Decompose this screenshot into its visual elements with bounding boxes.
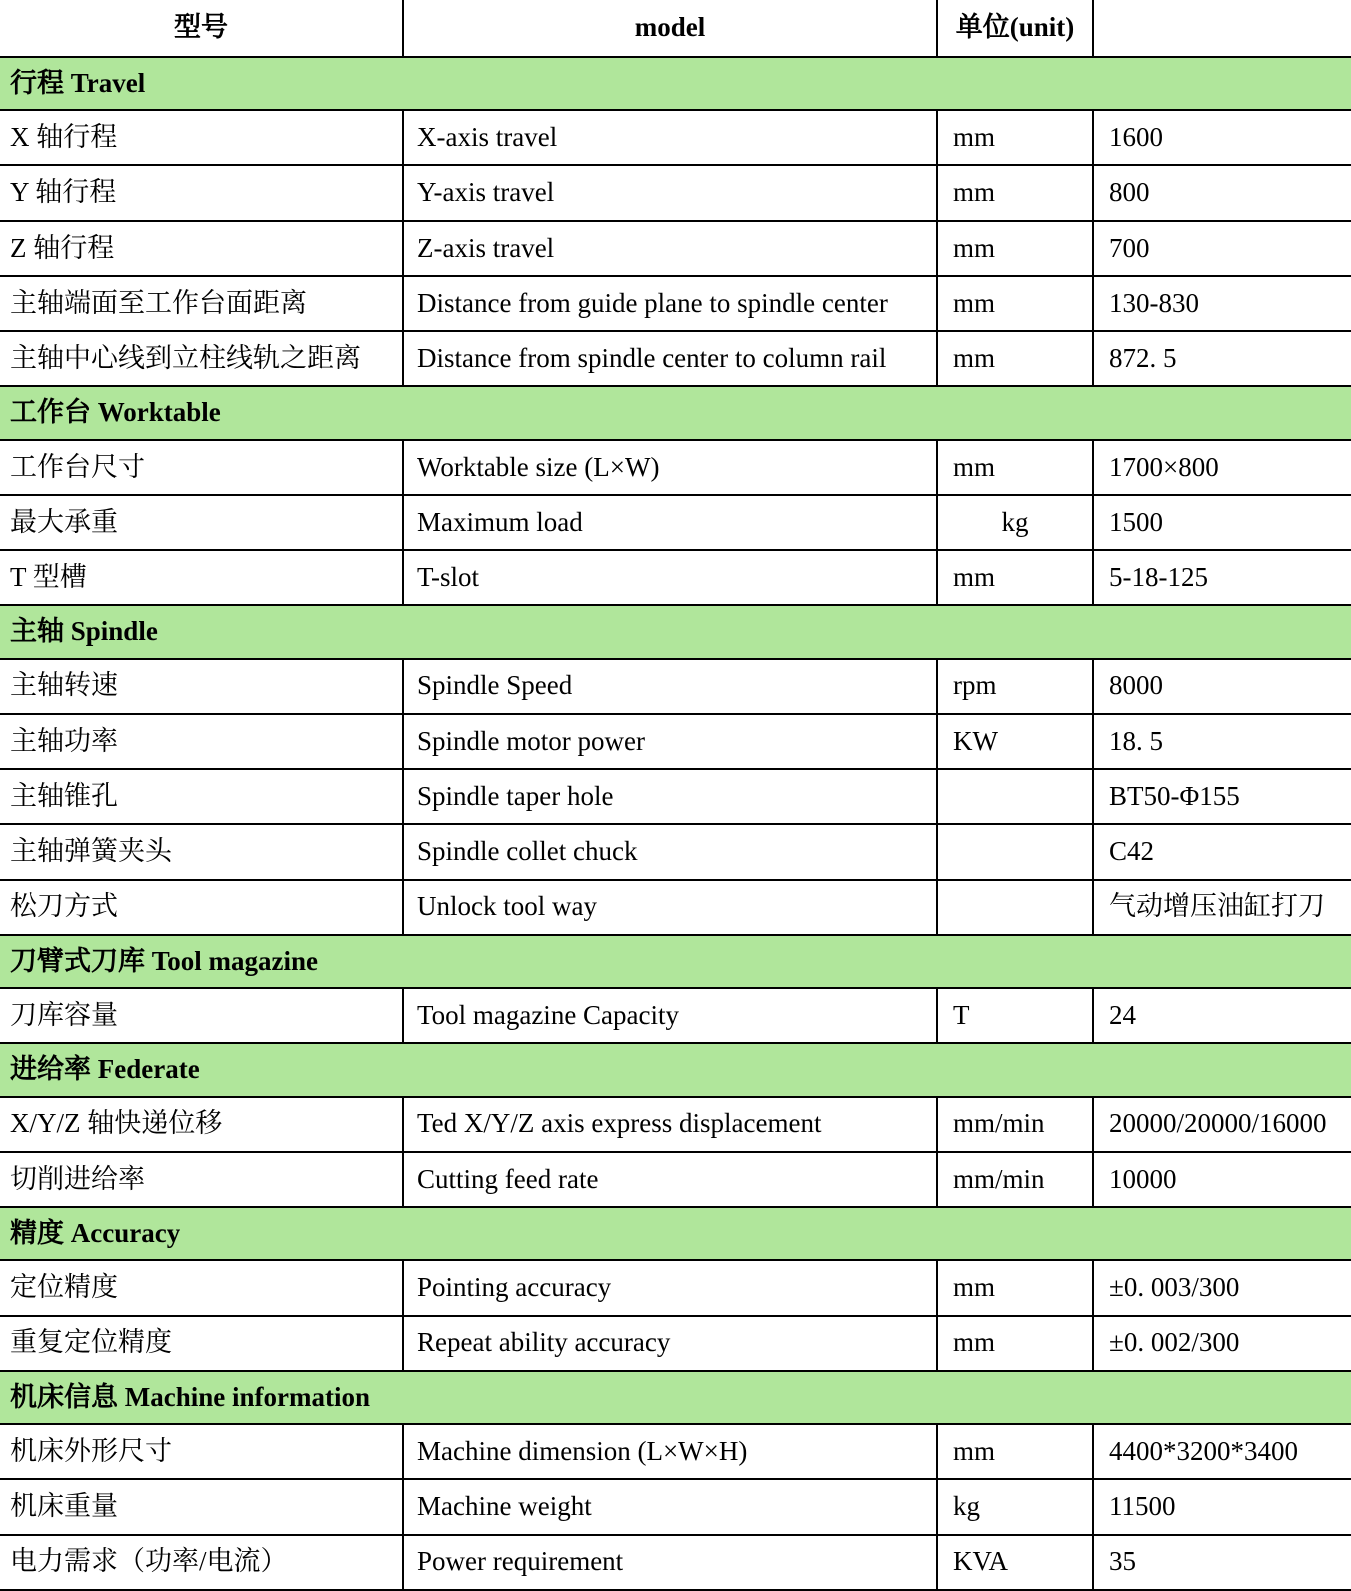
section-row — [0, 386, 1351, 439]
table-row — [0, 276, 1351, 331]
spec-name-en: Spindle motor power — [403, 714, 937, 769]
section-title: 工作台 Worktable — [0, 386, 1351, 439]
section-row — [0, 1371, 1351, 1424]
table-row — [0, 221, 1351, 276]
spec-unit: mm — [937, 1316, 1093, 1371]
spec-name-cn: 电力需求（功率/电流） — [0, 1535, 403, 1590]
spec-value: 气动增压油缸打刀 — [1093, 880, 1351, 935]
spec-name-cn: 工作台尺寸 — [0, 440, 403, 495]
section-title: 机床信息 Machine information — [0, 1371, 1351, 1424]
spec-value: C42 — [1093, 824, 1351, 879]
spec-name-en: Pointing accuracy — [403, 1260, 937, 1315]
table-row — [0, 495, 1351, 550]
spec-value: 10000 — [1093, 1152, 1351, 1207]
table-row — [0, 550, 1351, 605]
spec-unit: mm — [937, 221, 1093, 276]
spec-name-en: Worktable size (L×W) — [403, 440, 937, 495]
spec-value: 18. 5 — [1093, 714, 1351, 769]
section-title: 主轴 Spindle — [0, 605, 1351, 658]
spec-value: 8000 — [1093, 659, 1351, 714]
spec-name-en: Tool magazine Capacity — [403, 988, 937, 1043]
table-row — [0, 824, 1351, 879]
spec-name-en: Z-axis travel — [403, 221, 937, 276]
spec-unit: mm — [937, 1424, 1093, 1479]
spec-name-en: Power requirement — [403, 1535, 937, 1590]
spec-value: 24 — [1093, 988, 1351, 1043]
spec-name-en: Cutting feed rate — [403, 1152, 937, 1207]
table-row — [0, 1097, 1351, 1152]
spec-name-cn: X/Y/Z 轴快递位移 — [0, 1097, 403, 1152]
spec-name-cn: 机床外形尺寸 — [0, 1424, 403, 1479]
spec-unit — [937, 769, 1093, 824]
table-row — [0, 659, 1351, 714]
section-row — [0, 1207, 1351, 1260]
spec-name-cn: 主轴中心线到立柱线轨之距离 — [0, 331, 403, 386]
spec-name-cn: 主轴端面至工作台面距离 — [0, 276, 403, 331]
table-row — [0, 880, 1351, 935]
spec-unit: mm — [937, 550, 1093, 605]
spec-unit: KVA — [937, 1535, 1093, 1590]
spec-unit: KW — [937, 714, 1093, 769]
section-row — [0, 1043, 1351, 1096]
spec-unit: mm/min — [937, 1097, 1093, 1152]
header-model-cn: 型号 — [0, 0, 403, 57]
spec-unit — [937, 824, 1093, 879]
table-row — [0, 1260, 1351, 1315]
spec-unit: mm — [937, 110, 1093, 165]
spec-value: 1700×800 — [1093, 440, 1351, 495]
table-row — [0, 769, 1351, 824]
spec-unit: mm — [937, 440, 1093, 495]
spec-name-cn: T 型槽 — [0, 550, 403, 605]
spec-name-cn: 松刀方式 — [0, 880, 403, 935]
spec-value: 800 — [1093, 165, 1351, 220]
spec-name-en: Distance from guide plane to spindle center — [403, 276, 937, 331]
section-title: 行程 Travel — [0, 57, 1351, 110]
table-row — [0, 331, 1351, 386]
spec-name-cn: 机床重量 — [0, 1479, 403, 1534]
spec-unit: mm — [937, 165, 1093, 220]
section-title: 进给率 Federate — [0, 1043, 1351, 1096]
spec-value: 872. 5 — [1093, 331, 1351, 386]
header-row — [0, 0, 1351, 57]
spec-name-cn: 定位精度 — [0, 1260, 403, 1315]
spec-name-cn: Z 轴行程 — [0, 221, 403, 276]
table-row — [0, 165, 1351, 220]
spec-name-en: Maximum load — [403, 495, 937, 550]
spec-value: ±0. 002/300 — [1093, 1316, 1351, 1371]
spec-value: 1500 — [1093, 495, 1351, 550]
spec-value: 5-18-125 — [1093, 550, 1351, 605]
spec-value: 35 — [1093, 1535, 1351, 1590]
spec-name-cn: 主轴锥孔 — [0, 769, 403, 824]
spec-name-en: Spindle collet chuck — [403, 824, 937, 879]
spec-value: BT50-Φ155 — [1093, 769, 1351, 824]
table-row — [0, 1316, 1351, 1371]
spec-unit: kg — [937, 1479, 1093, 1534]
spec-value: 1600 — [1093, 110, 1351, 165]
spec-name-en: Y-axis travel — [403, 165, 937, 220]
spec-unit: rpm — [937, 659, 1093, 714]
spec-value: 130-830 — [1093, 276, 1351, 331]
spec-value: 11500 — [1093, 1479, 1351, 1534]
spec-value: 4400*3200*3400 — [1093, 1424, 1351, 1479]
spec-value: 20000/20000/16000 — [1093, 1097, 1351, 1152]
spec-name-cn: 刀库容量 — [0, 988, 403, 1043]
table-row — [0, 988, 1351, 1043]
table-row — [0, 1152, 1351, 1207]
spec-name-en: Spindle taper hole — [403, 769, 937, 824]
spec-name-en: Machine weight — [403, 1479, 937, 1534]
spec-name-en: T-slot — [403, 550, 937, 605]
spec-unit: mm/min — [937, 1152, 1093, 1207]
table-row — [0, 440, 1351, 495]
section-row — [0, 935, 1351, 988]
table-row — [0, 1424, 1351, 1479]
section-title: 精度 Accuracy — [0, 1207, 1351, 1260]
spec-name-cn: Y 轴行程 — [0, 165, 403, 220]
spec-value: ±0. 003/300 — [1093, 1260, 1351, 1315]
table-row — [0, 110, 1351, 165]
spec-name-en: Ted X/Y/Z axis express displacement — [403, 1097, 937, 1152]
spec-unit: mm — [937, 276, 1093, 331]
spec-unit: T — [937, 988, 1093, 1043]
spec-value: 700 — [1093, 221, 1351, 276]
spec-name-en: Machine dimension (L×W×H) — [403, 1424, 937, 1479]
header-unit: 单位(unit) — [937, 0, 1093, 57]
spec-name-cn: 主轴弹簧夹头 — [0, 824, 403, 879]
spec-name-en: Repeat ability accuracy — [403, 1316, 937, 1371]
spec-name-cn: 重复定位精度 — [0, 1316, 403, 1371]
spec-name-en: Distance from spindle center to column rail — [403, 331, 937, 386]
spec-name-cn: 主轴转速 — [0, 659, 403, 714]
table-row — [0, 1535, 1351, 1590]
spec-name-cn: 最大承重 — [0, 495, 403, 550]
section-title: 刀臂式刀库 Tool magazine — [0, 935, 1351, 988]
spec-name-en: Unlock tool way — [403, 880, 937, 935]
spec-name-cn: 切削进给率 — [0, 1152, 403, 1207]
spec-unit: kg — [937, 495, 1093, 550]
header-model-en: model — [403, 0, 937, 57]
spec-unit — [937, 880, 1093, 935]
section-row — [0, 57, 1351, 110]
spec-name-cn: X 轴行程 — [0, 110, 403, 165]
spec-name-cn: 主轴功率 — [0, 714, 403, 769]
spec-unit: mm — [937, 1260, 1093, 1315]
spec-name-en: Spindle Speed — [403, 659, 937, 714]
table-row — [0, 1479, 1351, 1534]
spec-name-en: X-axis travel — [403, 110, 937, 165]
table-row — [0, 714, 1351, 769]
section-row — [0, 605, 1351, 658]
spec-unit: mm — [937, 331, 1093, 386]
header-value — [1093, 0, 1351, 57]
